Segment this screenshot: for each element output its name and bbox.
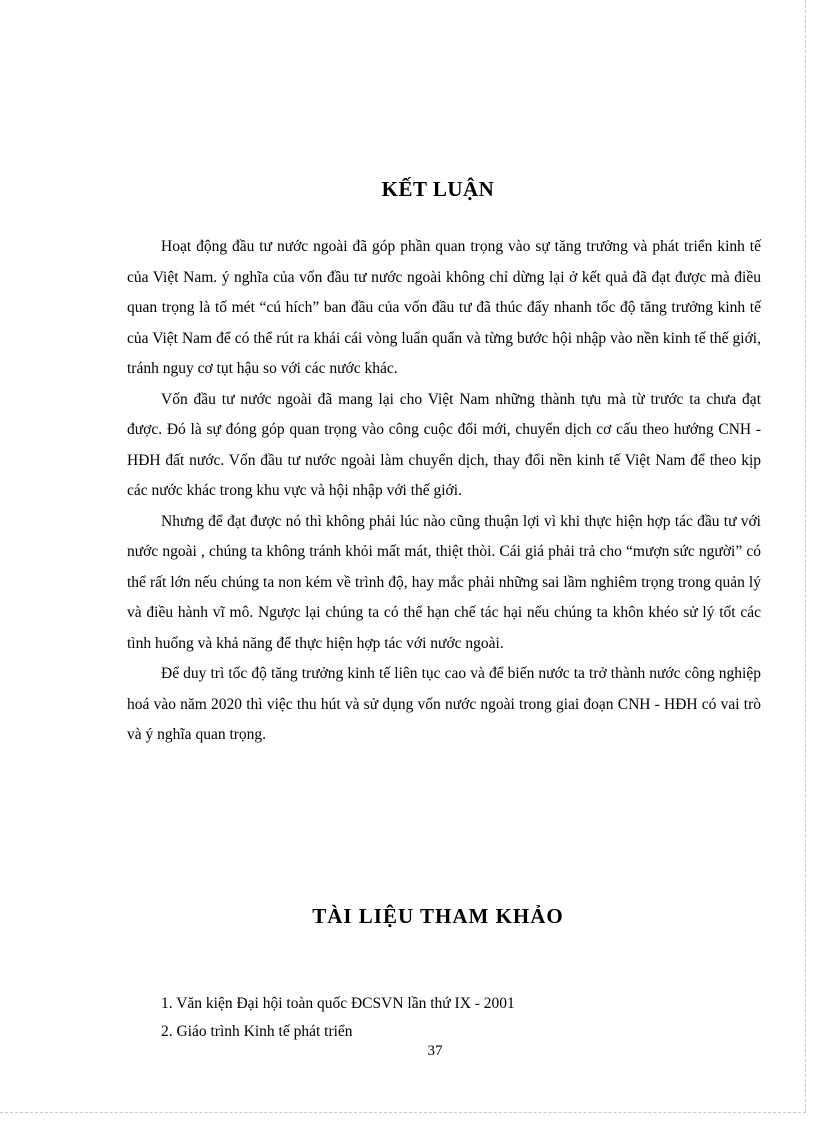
page-border-right <box>805 0 806 1112</box>
page-number: 37 <box>427 1043 443 1059</box>
reference-item: 2. Giáo trình Kinh tế phát triển <box>161 1023 353 1040</box>
references-heading: TÀI LIỆU THAM KHẢO <box>312 904 564 928</box>
conclusion-heading: KẾT LUẬN <box>381 177 495 201</box>
paragraph-2: Vốn đầu tư nước ngoài đã mang lại cho Việt Nam những thành tựu mà từ trước ta chưa đạt được. Đó là sự đóng góp quan trọng vào công cuộc đổi mới, chuyển dịch cơ cấu theo hướng CNH - HĐH đất nước. Vốn đầu tư nước ngoài làm chuyển dịch, thay đổi nền kinh tế Việt Nam để theo kịp các nước khác trong khu vực và hội nhập với thế giới. <box>127 390 761 499</box>
paragraph-4: Để duy trì tốc độ tăng trưởng kinh tế liên tục cao và để biến nước ta trở thành nước công nghiệp hoá vào năm 2020 thì việc thu hút và sử dụng vốn nước ngoài trong giai đoạn CNH - HĐH có vai trò và ý nghĩa quan trọng. <box>127 665 761 743</box>
reference-item: 1. Văn kiện Đại hội toàn quốc ĐCSVN lần thứ IX - 2001 <box>161 995 515 1012</box>
paragraph-1: Hoạt động đầu tư nước ngoài đã góp phần quan trọng vào sự tăng trưởng và phát triển kinh tế của Việt Nam. ý nghĩa của vốn đầu tư nước ngoài không chỉ dừng lại ở kết quả đã đạt được mà điều quan trọng là tố mét “cú hích” ban đầu của vốn đầu tư đã thúc đẩy nhanh tốc độ tăng trưởng kinh tế của Việt Nam để có thể rút ra khái cái vòng luẩn quẩn và từng bước hội nhập vào nền kinh tế thế giới, tránh nguy cơ tụt hậu so với các nước khác. <box>127 238 761 377</box>
conclusion-body <box>127 232 761 751</box>
page-border-bottom <box>0 1112 806 1113</box>
paragraph-3: Nhưng để đạt được nó thì không phải lúc nào cũng thuận lợi vì khi thực hiện hợp tác đầu tư với nước ngoài , chúng ta không tránh khỏi mất mát, thiệt thòi. Cái giá phải trả cho “mượn sức người” có thể rất lớn nếu chúng ta non kém về trình độ, hay mắc phải những sai lầm nghiêm trọng trong quản lý và điều hành vĩ mô. Ngược lại chúng ta có thể hạn chế tác hại nếu chúng ta khôn khéo sử lý tốt các tình huống và khả năng để thực hiện hợp tác với nước ngoài. <box>127 512 761 652</box>
references-list <box>161 990 515 1046</box>
